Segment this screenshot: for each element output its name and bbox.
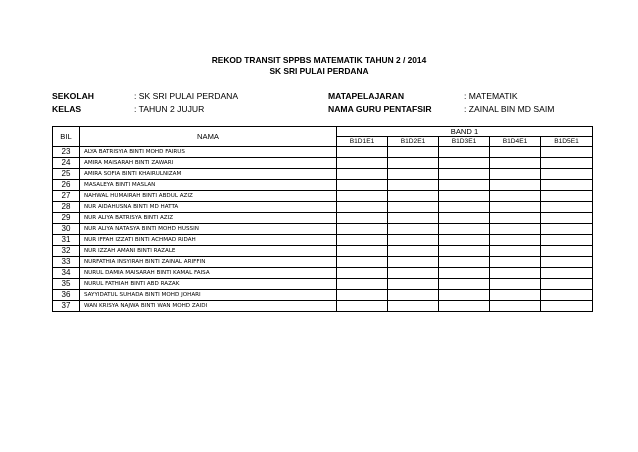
band-cell[interactable] [439,235,490,246]
band-cell[interactable] [541,224,593,235]
band-cell[interactable] [337,279,388,290]
header-b1d3e1: B1D3E1 [439,137,490,147]
band-cell[interactable] [490,290,541,301]
bil-cell: 37 [53,301,80,312]
table-row [53,235,593,246]
band-cell[interactable] [439,169,490,180]
band-cell[interactable] [388,290,439,301]
nama-cell: NUR IFFAH IZZATI BINTI ACHMAD RIDAH [80,235,337,246]
table-row [53,246,593,257]
guru-label: NAMA GURU PENTAFSIR [328,104,432,114]
nama-cell: NUR ALIYA NATASYA BINTI MOHD HUSSIN [80,224,337,235]
bil-cell: 25 [53,169,80,180]
band-cell[interactable] [337,158,388,169]
band-cell[interactable] [388,257,439,268]
matapelajaran-value: : MATEMATIK [464,91,518,101]
nama-cell: NAHWAL HUMAIRAH BINTI ABDUL AZIZ [80,191,337,202]
bil-cell: 26 [53,180,80,191]
band-cell[interactable] [388,279,439,290]
table-row [53,147,593,158]
nama-cell: NURUL DAMIA MAISARAH BINTI KAMAL FAISA [80,268,337,279]
band-cell[interactable] [439,257,490,268]
table-row [53,180,593,191]
table-row [53,301,593,312]
band-cell[interactable] [541,268,593,279]
band-cell[interactable] [388,246,439,257]
table-row [53,191,593,202]
band-cell[interactable] [388,180,439,191]
nama-cell: AMIRA SOFIA BINTI KHAIRULNIZAM [80,169,337,180]
nama-cell: NUR AIDAHUSNA BINTI MD HATTA [80,202,337,213]
band-cell[interactable] [337,169,388,180]
kelas-value: : TAHUN 2 JUJUR [134,104,205,114]
table-row [53,290,593,301]
bil-cell: 30 [53,224,80,235]
bil-cell: 32 [53,246,80,257]
matapelajaran-label: MATAPELAJARAN [328,91,405,101]
band-cell[interactable] [337,235,388,246]
band-cell[interactable] [388,213,439,224]
band-cell[interactable] [439,213,490,224]
table-row [53,279,593,290]
band-cell[interactable] [541,279,593,290]
band-cell[interactable] [337,147,388,158]
band-cell[interactable] [490,279,541,290]
bil-cell: 29 [53,213,80,224]
header-bil: BIL [53,127,80,147]
band-cell[interactable] [490,235,541,246]
band-cell[interactable] [541,246,593,257]
band-cell[interactable] [541,180,593,191]
guru-value: : ZAINAL BIN MD SAIM [464,104,555,114]
sekolah-label: SEKOLAH [52,91,95,101]
band-cell[interactable] [439,279,490,290]
nama-cell: SAYYIDATUL SUHADA BINTI MOHD JOHARI [80,290,337,301]
band-cell[interactable] [541,235,593,246]
band-cell[interactable] [490,180,541,191]
band-cell[interactable] [337,301,388,312]
kelas-label: KELAS [52,104,82,114]
table-row [53,213,593,224]
band-cell[interactable] [490,147,541,158]
table-row [53,169,593,180]
band-cell[interactable] [337,213,388,224]
nama-cell: AMIRA MAISARAH BINTI ZAWARI [80,158,337,169]
band-cell[interactable] [541,290,593,301]
band-cell[interactable] [490,158,541,169]
band-cell[interactable] [439,290,490,301]
nama-cell: NUR ALIYA BATRISYA BINTI AZIZ [80,213,337,224]
table-row [53,158,593,169]
table-row [53,257,593,268]
bil-cell: 31 [53,235,80,246]
nama-cell: NURFATHIA INSYIRAH BINTI ZAINAL ARIFFIN [80,257,337,268]
band-cell[interactable] [490,224,541,235]
band-cell[interactable] [337,202,388,213]
band-cell[interactable] [490,257,541,268]
bil-cell: 28 [53,202,80,213]
nama-cell: NURUL FATHIAH BINTI ABD RAZAK [80,279,337,290]
band-cell[interactable] [388,147,439,158]
band-cell[interactable] [490,246,541,257]
band-cell[interactable] [439,301,490,312]
band-cell[interactable] [337,268,388,279]
band-cell[interactable] [541,213,593,224]
student-table [52,126,593,312]
band-cell[interactable] [439,158,490,169]
nama-cell: NUR IZZAH AMANI BINTI RAZALE [80,246,337,257]
band-cell[interactable] [490,268,541,279]
header-nama: NAMA [80,127,337,147]
band-cell[interactable] [490,213,541,224]
nama-cell: WAN KRISYA NAJWA BINTI WAN MOHD ZAIDI [80,301,337,312]
table-row [53,202,593,213]
band-cell[interactable] [439,268,490,279]
band-cell[interactable] [439,147,490,158]
band-cell[interactable] [541,202,593,213]
header-b1d5e1: B1D5E1 [541,137,593,147]
band-cell[interactable] [337,257,388,268]
band-cell[interactable] [541,169,593,180]
band-cell[interactable] [439,224,490,235]
table-row [53,268,593,279]
sekolah-value: : SK SRI PULAI PERDANA [134,91,239,101]
bil-cell: 24 [53,158,80,169]
band-cell[interactable] [541,158,593,169]
band-cell[interactable] [541,301,593,312]
nama-cell: MASALEYA BINTI MASLAN [80,180,337,191]
header-band: BAND 1 [337,127,593,137]
bil-cell: 35 [53,279,80,290]
bil-cell: 23 [53,147,80,158]
band-cell[interactable] [337,191,388,202]
band-cell[interactable] [439,202,490,213]
band-cell[interactable] [337,180,388,191]
bil-cell: 34 [53,268,80,279]
band-cell[interactable] [541,257,593,268]
band-cell[interactable] [388,268,439,279]
header-b1d1e1: B1D1E1 [337,137,388,147]
band-cell[interactable] [439,180,490,191]
band-cell[interactable] [337,246,388,257]
band-cell[interactable] [337,224,388,235]
band-cell[interactable] [388,202,439,213]
document-subtitle: SK SRI PULAI PERDANA [269,66,369,76]
header-b1d4e1: B1D4E1 [490,137,541,147]
band-cell[interactable] [439,246,490,257]
band-cell[interactable] [388,301,439,312]
band-cell[interactable] [541,191,593,202]
band-cell[interactable] [490,301,541,312]
nama-cell: ALYA BATRISYIA BINTI MOHD FAIRUS [80,147,337,158]
band-cell[interactable] [337,290,388,301]
band-cell[interactable] [388,158,439,169]
band-cell[interactable] [490,202,541,213]
table-row [53,224,593,235]
document-title: REKOD TRANSIT SPPBS MATEMATIK TAHUN 2 / 2014 [211,55,427,65]
band-cell[interactable] [388,235,439,246]
header-b1d2e1: B1D2E1 [388,137,439,147]
band-cell[interactable] [388,224,439,235]
band-cell[interactable] [388,169,439,180]
band-cell[interactable] [439,191,490,202]
band-cell[interactable] [388,191,439,202]
bil-cell: 33 [53,257,80,268]
band-cell[interactable] [490,191,541,202]
band-cell[interactable] [541,147,593,158]
bil-cell: 36 [53,290,80,301]
band-cell[interactable] [490,169,541,180]
bil-cell: 27 [53,191,80,202]
